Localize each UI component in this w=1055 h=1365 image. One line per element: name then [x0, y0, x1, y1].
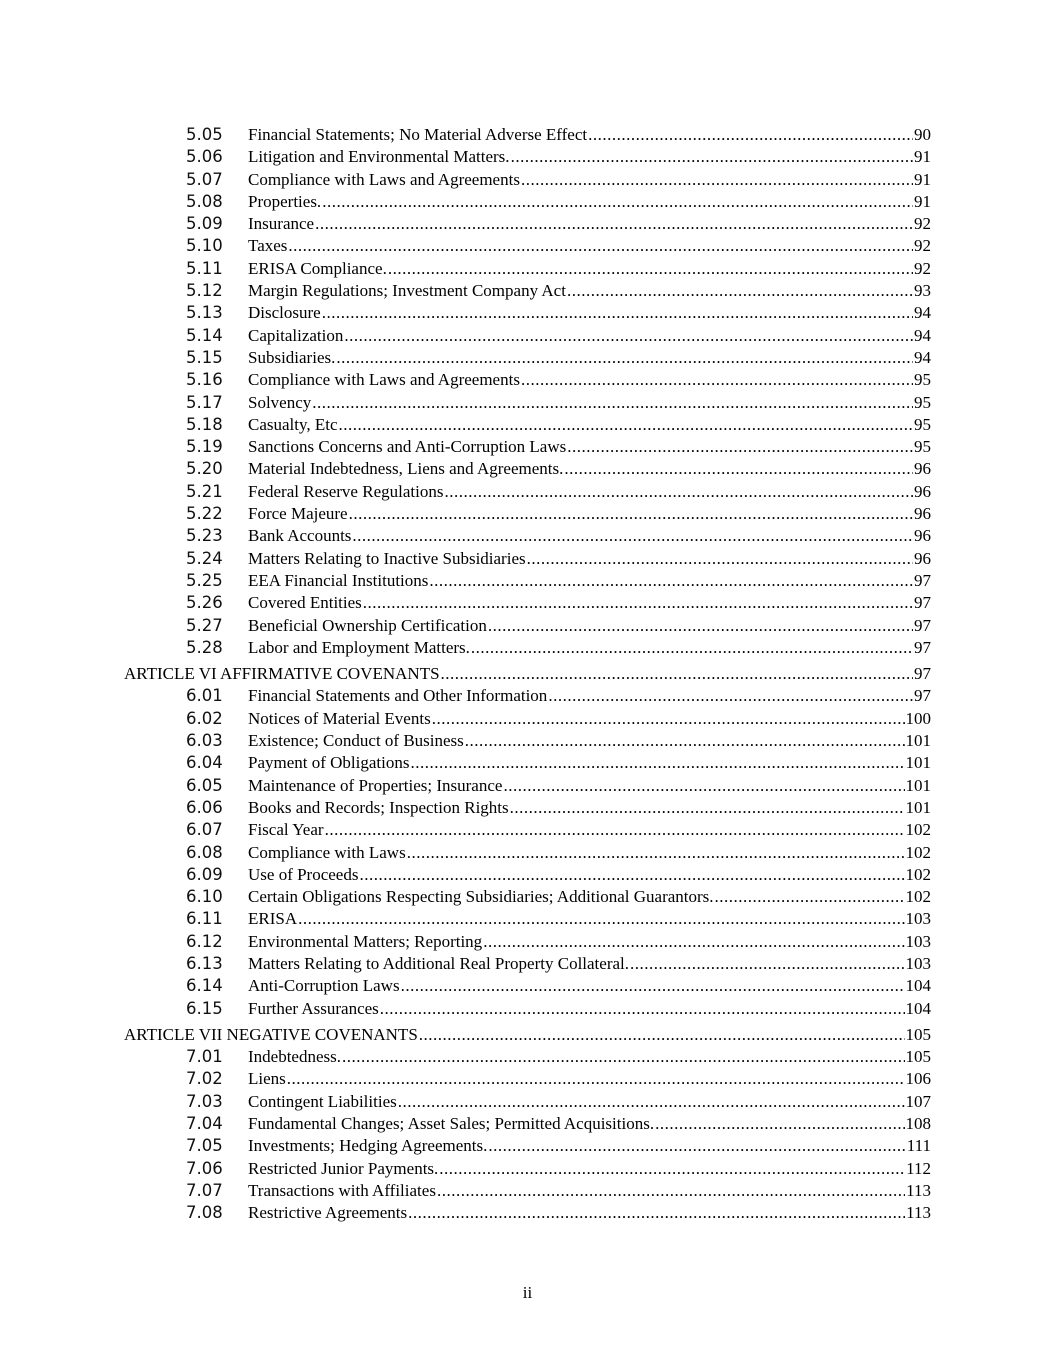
- section-number: 5.18: [186, 414, 223, 434]
- dot-leader: [715, 886, 905, 908]
- entry-line: [248, 235, 931, 257]
- entry-line: [248, 191, 931, 213]
- page-ref: 91: [914, 147, 931, 167]
- dot-leader: [342, 1046, 904, 1068]
- article-title: ARTICLE VI AFFIRMATIVE COVENANTS: [124, 664, 440, 684]
- entry-line: [248, 1158, 931, 1180]
- toc-entry[interactable]: [0, 302, 1055, 324]
- toc-entry[interactable]: [0, 124, 1055, 146]
- dot-leader: [521, 169, 913, 191]
- section-number: 7.06: [186, 1158, 223, 1178]
- page-ref: 97: [914, 664, 931, 684]
- section-title: Environmental Matters; Reporting: [248, 931, 483, 951]
- page-ref: 97: [914, 637, 931, 657]
- dot-leader: [336, 347, 913, 369]
- section-number: 6.08: [186, 842, 223, 862]
- page-number: ii: [522, 1283, 533, 1302]
- section-number: 5.25: [186, 570, 223, 590]
- section-title: Existence; Conduct of Business: [248, 731, 464, 751]
- section-title: Compliance with Laws and Agreements: [248, 169, 520, 189]
- toc-entry[interactable]: [0, 592, 1055, 614]
- dot-leader: [359, 864, 904, 886]
- toc-entry[interactable]: [0, 908, 1055, 930]
- entry-line: [248, 369, 931, 391]
- page-ref: 102: [905, 887, 931, 907]
- section-title: Further Assurances: [248, 998, 379, 1018]
- entry-line: [124, 663, 931, 685]
- page-ref: 108: [905, 1114, 931, 1134]
- section-number: 5.11: [186, 258, 223, 278]
- dot-leader: [471, 637, 913, 659]
- entry-line: [248, 615, 931, 637]
- dot-leader: [444, 481, 913, 503]
- page-ref: 102: [905, 820, 931, 840]
- section-number: 6.05: [186, 775, 223, 795]
- entry-line: [248, 1068, 931, 1090]
- section-title: Federal Reserve Regulations: [248, 481, 444, 501]
- entry-line: [248, 1046, 931, 1068]
- toc-entry[interactable]: [0, 392, 1055, 414]
- entry-line: [248, 481, 931, 503]
- toc-entry[interactable]: [0, 258, 1055, 280]
- entry-line: [248, 146, 931, 168]
- page-ref: 97: [914, 593, 931, 613]
- entry-line: [248, 775, 931, 797]
- dot-leader: [527, 548, 913, 570]
- entry-line: [248, 864, 931, 886]
- entry-line: [248, 525, 931, 547]
- section-title: Taxes: [248, 236, 288, 256]
- dot-leader: [429, 570, 913, 592]
- toc-entry[interactable]: [0, 1113, 1055, 1135]
- page-ref: 94: [914, 347, 931, 367]
- entry-line: [248, 908, 931, 930]
- toc-article-heading[interactable]: [0, 663, 1055, 685]
- toc-entry[interactable]: [0, 1158, 1055, 1180]
- page-ref: 96: [914, 459, 931, 479]
- page-ref: 93: [914, 281, 931, 301]
- section-title: ERISA: [248, 909, 298, 929]
- page-ref: 103: [905, 909, 931, 929]
- section-title: Properties.: [248, 191, 322, 211]
- dot-leader: [564, 458, 913, 480]
- page-ref: 97: [914, 686, 931, 706]
- entry-line: [248, 1135, 931, 1157]
- section-number: 6.13: [186, 953, 223, 973]
- entry-line: [248, 503, 931, 525]
- entry-line: [248, 819, 931, 841]
- entry-line: [248, 797, 931, 819]
- page-ref: 101: [905, 775, 931, 795]
- toc-entry[interactable]: [0, 414, 1055, 436]
- dot-leader: [312, 392, 913, 414]
- section-number: 5.27: [186, 615, 223, 635]
- toc-entry[interactable]: [0, 842, 1055, 864]
- toc-entry[interactable]: [0, 369, 1055, 391]
- dot-leader: [380, 998, 905, 1020]
- section-number: 6.10: [186, 887, 223, 907]
- toc-entry[interactable]: [0, 1202, 1055, 1224]
- toc-article-heading[interactable]: [0, 1024, 1055, 1046]
- section-number: 5.08: [186, 191, 223, 211]
- page-ref: 95: [914, 414, 931, 434]
- dot-leader: [588, 124, 913, 146]
- section-number: 5.17: [186, 392, 223, 412]
- section-number: 7.07: [186, 1180, 223, 1200]
- section-title: Investments; Hedging Agreements.: [248, 1136, 488, 1156]
- entry-line: [248, 302, 931, 324]
- toc-entry[interactable]: [0, 864, 1055, 886]
- dot-leader: [388, 258, 913, 280]
- section-title: Disclosure: [248, 303, 321, 323]
- page-ref: 95: [914, 370, 931, 390]
- dot-leader: [363, 592, 913, 614]
- toc-entry[interactable]: [0, 637, 1055, 659]
- section-title: Anti-Corruption Laws: [248, 976, 400, 996]
- section-title: Beneficial Ownership Certification: [248, 615, 487, 635]
- toc-entry[interactable]: [0, 146, 1055, 168]
- section-number: 6.11: [186, 909, 223, 929]
- page-ref: 94: [914, 303, 931, 323]
- page-ref: 102: [905, 864, 931, 884]
- section-number: 5.22: [186, 504, 223, 524]
- section-title: Compliance with Laws and Agreements: [248, 370, 520, 390]
- toc-entry[interactable]: [0, 1135, 1055, 1157]
- toc-entry[interactable]: [0, 548, 1055, 570]
- dot-leader: [510, 797, 905, 819]
- dot-leader: [298, 908, 904, 930]
- dot-leader: [465, 730, 905, 752]
- page-ref: 107: [905, 1091, 931, 1111]
- dot-leader: [488, 1135, 905, 1157]
- entry-line: [248, 213, 931, 235]
- dot-leader: [325, 819, 905, 841]
- entry-line: [248, 842, 931, 864]
- section-number: 5.13: [186, 303, 223, 323]
- table-of-contents: [0, 124, 1055, 1225]
- dot-leader: [567, 436, 913, 458]
- section-title: Matters Relating to Additional Real Property Collateral.: [248, 953, 630, 973]
- page-ref: 92: [914, 236, 931, 256]
- toc-entry[interactable]: [0, 503, 1055, 525]
- page-ref: 102: [905, 842, 931, 862]
- section-title: Subsidiaries.: [248, 347, 336, 367]
- page-ref: 94: [914, 325, 931, 345]
- section-title: Transactions with Affiliates: [248, 1180, 436, 1200]
- section-number: 5.05: [186, 125, 223, 144]
- section-number: 5.07: [186, 169, 223, 189]
- dot-leader: [441, 663, 913, 685]
- section-number: 5.10: [186, 236, 223, 256]
- toc-entry[interactable]: [0, 730, 1055, 752]
- page-ref: 112: [906, 1158, 931, 1178]
- toc-entry[interactable]: [0, 1068, 1055, 1090]
- page-ref: 104: [905, 976, 931, 996]
- section-number: 7.08: [186, 1203, 223, 1223]
- page-ref: 101: [905, 797, 931, 817]
- entry-line: [248, 886, 931, 908]
- section-number: 5.26: [186, 593, 223, 613]
- section-number: 6.09: [186, 864, 223, 884]
- section-number: 6.03: [186, 731, 223, 751]
- toc-entry[interactable]: [0, 481, 1055, 503]
- section-number: 5.12: [186, 281, 223, 301]
- page-ref: 105: [905, 1024, 931, 1044]
- dot-leader: [287, 1068, 905, 1090]
- entry-line: [248, 548, 931, 570]
- page-ref: 90: [914, 125, 931, 144]
- section-title: Maintenance of Properties; Insurance: [248, 775, 503, 795]
- dot-leader: [349, 503, 913, 525]
- section-title: Covered Entities: [248, 593, 362, 613]
- entry-line: [248, 1113, 931, 1135]
- section-title: Insurance: [248, 214, 315, 234]
- section-title: Litigation and Environmental Matters.: [248, 147, 510, 167]
- section-title: Certain Obligations Respecting Subsidiaries; Additional Guarantors.: [248, 887, 714, 907]
- section-number: 5.28: [186, 637, 223, 657]
- page-ref: 113: [906, 1180, 931, 1200]
- dot-leader: [503, 775, 904, 797]
- entry-line: [124, 1024, 931, 1046]
- page-ref: 104: [905, 998, 931, 1018]
- dot-leader: [339, 414, 913, 436]
- section-number: 7.01: [186, 1047, 223, 1067]
- page-ref: 97: [914, 570, 931, 590]
- entry-line: [248, 708, 931, 730]
- entry-line: [248, 1202, 931, 1224]
- section-title: Sanctions Concerns and Anti-Corruption Laws: [248, 437, 567, 457]
- entry-line: [248, 280, 931, 302]
- entry-line: [248, 953, 931, 975]
- page-ref: 101: [905, 753, 931, 773]
- page-ref: 101: [905, 731, 931, 751]
- page-ref: 113: [906, 1203, 931, 1223]
- dot-leader: [432, 708, 905, 730]
- entry-line: [248, 730, 931, 752]
- dot-leader: [630, 953, 904, 975]
- page-ref: 95: [914, 437, 931, 457]
- section-title: Restricted Junior Payments.: [248, 1158, 439, 1178]
- section-title: Compliance with Laws: [248, 842, 406, 862]
- page-ref: 105: [905, 1047, 931, 1067]
- toc-entry[interactable]: [0, 191, 1055, 213]
- section-number: 5.09: [186, 214, 223, 234]
- entry-line: [248, 414, 931, 436]
- page-ref: 96: [914, 504, 931, 524]
- dot-leader: [439, 1158, 905, 1180]
- dot-leader: [408, 1202, 905, 1224]
- section-title: Capitalization: [248, 325, 344, 345]
- toc-entry[interactable]: [0, 436, 1055, 458]
- page-ref: 96: [914, 548, 931, 568]
- entry-line: [248, 685, 931, 707]
- dot-leader: [521, 369, 913, 391]
- toc-entry[interactable]: [0, 325, 1055, 347]
- dot-leader: [315, 213, 913, 235]
- page-ref: 100: [905, 708, 931, 728]
- section-title: Contingent Liabilities: [248, 1091, 397, 1111]
- section-title: Matters Relating to Inactive Subsidiaries: [248, 548, 526, 568]
- toc-entry[interactable]: [0, 570, 1055, 592]
- toc-entry[interactable]: [0, 213, 1055, 235]
- entry-line: [248, 592, 931, 614]
- dot-leader: [407, 842, 905, 864]
- entry-line: [248, 124, 931, 146]
- toc-entry[interactable]: [0, 953, 1055, 975]
- dot-leader: [419, 1024, 905, 1046]
- page-ref: 95: [914, 392, 931, 412]
- section-title: Fundamental Changes; Asset Sales; Permitted Acquisitions.: [248, 1114, 655, 1134]
- section-number: 7.02: [186, 1069, 223, 1089]
- entry-line: [248, 931, 931, 953]
- dot-leader: [322, 191, 913, 213]
- section-number: 7.05: [186, 1136, 223, 1156]
- page-ref: 92: [914, 214, 931, 234]
- section-number: 6.02: [186, 708, 223, 728]
- toc-entry[interactable]: [0, 685, 1055, 707]
- entry-line: [248, 347, 931, 369]
- toc-entry[interactable]: [0, 819, 1055, 841]
- section-number: 5.15: [186, 347, 223, 367]
- entry-line: [248, 637, 931, 659]
- page-ref: 103: [905, 931, 931, 951]
- page-ref: 97: [914, 615, 931, 635]
- toc-entry[interactable]: [0, 615, 1055, 637]
- entry-line: [248, 258, 931, 280]
- section-number: 6.12: [186, 931, 223, 951]
- section-title: Restrictive Agreements: [248, 1203, 408, 1223]
- dot-leader: [567, 280, 913, 302]
- dot-leader: [655, 1113, 904, 1135]
- toc-entry[interactable]: [0, 235, 1055, 257]
- dot-leader: [437, 1180, 905, 1202]
- section-number: 6.06: [186, 797, 223, 817]
- toc-entry[interactable]: [0, 931, 1055, 953]
- entry-line: [248, 458, 931, 480]
- section-title: Margin Regulations; Investment Company Act: [248, 281, 566, 301]
- section-title: Liens: [248, 1069, 286, 1089]
- dot-leader: [352, 525, 913, 547]
- section-title: Casualty, Etc: [248, 414, 338, 434]
- section-title: Financial Statements; No Material Adverse Effect: [248, 125, 588, 144]
- page-ref: 106: [905, 1069, 931, 1089]
- dot-leader: [548, 685, 913, 707]
- entry-line: [248, 325, 931, 347]
- page-ref: 96: [914, 526, 931, 546]
- entry-line: [248, 169, 931, 191]
- section-number: 6.01: [186, 686, 223, 706]
- entry-line: [248, 752, 931, 774]
- toc-entry[interactable]: [0, 169, 1055, 191]
- toc-entry[interactable]: [0, 1180, 1055, 1202]
- dot-leader: [322, 302, 913, 324]
- toc-entry[interactable]: [0, 998, 1055, 1020]
- dot-leader: [398, 1091, 905, 1113]
- section-title: Notices of Material Events: [248, 708, 431, 728]
- section-number: 6.15: [186, 998, 223, 1018]
- toc-entry[interactable]: [0, 975, 1055, 997]
- toc-entry[interactable]: [0, 752, 1055, 774]
- page-ref: 111: [906, 1136, 931, 1156]
- toc-entry[interactable]: [0, 797, 1055, 819]
- section-number: 7.04: [186, 1114, 223, 1134]
- toc-entry[interactable]: [0, 458, 1055, 480]
- dot-leader: [401, 975, 905, 997]
- dot-leader: [288, 235, 913, 257]
- page-ref: 91: [914, 169, 931, 189]
- toc-entry[interactable]: [0, 280, 1055, 302]
- section-number: 5.14: [186, 325, 223, 345]
- section-number: 6.04: [186, 753, 223, 773]
- toc-entry[interactable]: [0, 775, 1055, 797]
- section-number: 5.23: [186, 526, 223, 546]
- article-title: ARTICLE VII NEGATIVE COVENANTS: [124, 1024, 418, 1044]
- dot-leader: [483, 931, 904, 953]
- toc-entry[interactable]: [0, 886, 1055, 908]
- toc-entry[interactable]: [0, 1091, 1055, 1113]
- section-number: 6.07: [186, 820, 223, 840]
- toc-entry[interactable]: [0, 347, 1055, 369]
- page-ref: 92: [914, 258, 931, 278]
- section-title: Payment of Obligations: [248, 753, 410, 773]
- dot-leader: [410, 752, 904, 774]
- section-title: ERISA Compliance.: [248, 258, 387, 278]
- section-title: Bank Accounts: [248, 526, 352, 546]
- entry-line: [248, 436, 931, 458]
- section-title: Use of Proceeds: [248, 864, 359, 884]
- entry-line: [248, 570, 931, 592]
- dot-leader: [511, 146, 913, 168]
- page-ref: 103: [905, 953, 931, 973]
- entry-line: [248, 392, 931, 414]
- entry-line: [248, 1091, 931, 1113]
- page-ref: 96: [914, 481, 931, 501]
- section-title: Fiscal Year: [248, 820, 324, 840]
- section-title: Financial Statements and Other Information: [248, 686, 548, 706]
- toc-entry[interactable]: [0, 708, 1055, 730]
- section-title: Books and Records; Inspection Rights: [248, 797, 509, 817]
- section-title: Indebtedness.: [248, 1047, 342, 1067]
- section-title: Force Majeure: [248, 504, 348, 524]
- dot-leader: [488, 615, 913, 637]
- entry-line: [248, 1180, 931, 1202]
- section-number: 5.24: [186, 548, 223, 568]
- section-number: 7.03: [186, 1091, 223, 1111]
- entry-line: [248, 998, 931, 1020]
- section-number: 5.21: [186, 481, 223, 501]
- section-title: Solvency: [248, 392, 312, 412]
- section-number: 6.14: [186, 976, 223, 996]
- section-title: EEA Financial Institutions: [248, 570, 429, 590]
- page-ref: 91: [914, 191, 931, 211]
- section-number: 5.19: [186, 437, 223, 457]
- dot-leader: [344, 325, 913, 347]
- toc-entry[interactable]: [0, 1046, 1055, 1068]
- toc-entry[interactable]: [0, 525, 1055, 547]
- section-title: Labor and Employment Matters.: [248, 637, 470, 657]
- section-number: 5.06: [186, 147, 223, 167]
- section-number: 5.20: [186, 459, 223, 479]
- section-number: 5.16: [186, 370, 223, 390]
- entry-line: [248, 975, 931, 997]
- section-title: Material Indebtedness, Liens and Agreements.: [248, 459, 564, 479]
